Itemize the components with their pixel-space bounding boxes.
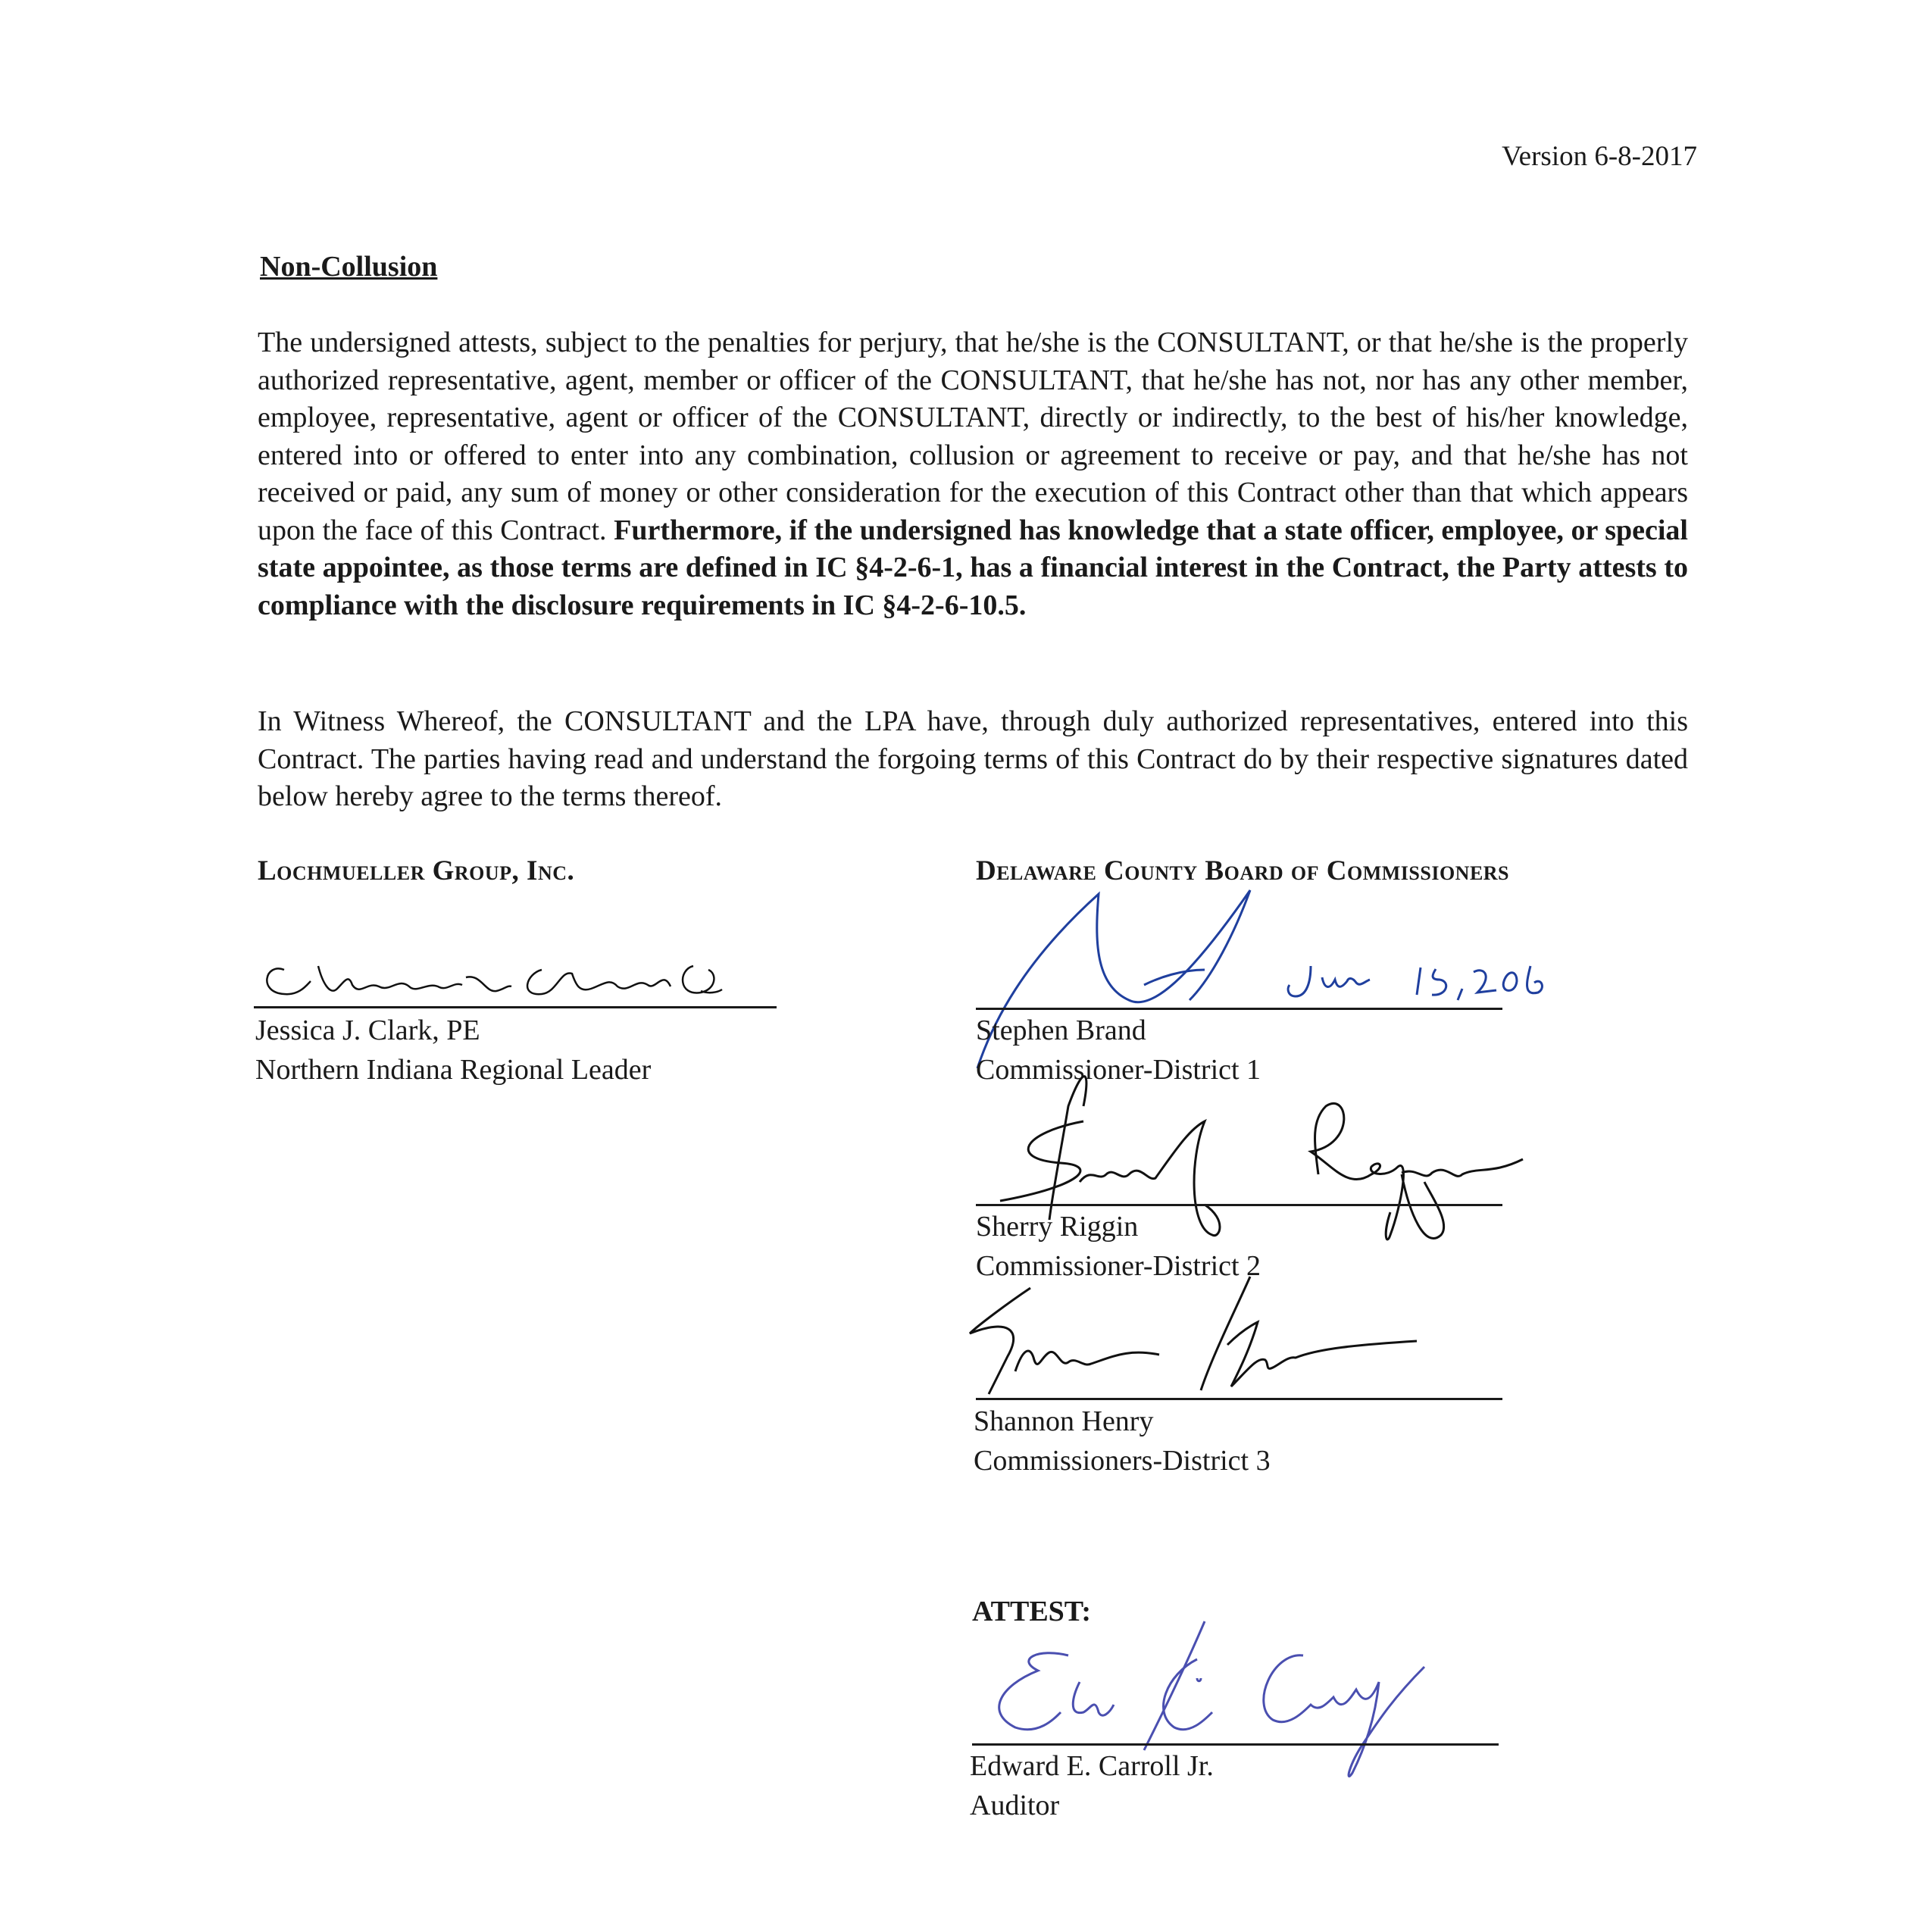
section-heading: Non-Collusion (260, 251, 438, 283)
paragraph-text: The undersigned attests, subject to the penalties for perjury, that he/she is the CONSULTANT, or that he/she is the properly authorized representative, agent, member or officer of the CONSULTANT, that he/she has not, nor has any other member, employee, representative, agent or officer of the CONSULTANT, directly or indirectly, to the best of his/her knowledge, entered into or offered to enter into any combination, collusion or agreement to receive or pay, and that he/she has not received or paid, any sum of money or other consideration for the execution of this Contract other than that which appears upon the face of this Contract. (258, 327, 1688, 546)
commissioner-3-name: Shannon Henry (974, 1405, 1154, 1437)
commissioner-3-title: Commissioners-District 3 (974, 1445, 1271, 1477)
consultant-signer-name: Jessica J. Clark, PE (255, 1014, 480, 1046)
auditor-name: Edward E. Carroll Jr. (970, 1750, 1214, 1782)
auditor-signature-line (972, 1743, 1499, 1746)
commissioner-1-title: Commissioner-District 1 (976, 1054, 1261, 1086)
lpa-party-name: Delaware County Board of Commissioners (976, 855, 1510, 886)
commissioner-2-signature-line (976, 1204, 1502, 1206)
non-collusion-paragraph (258, 324, 1688, 624)
paragraph-bold-text: Furthermore, if the undersigned has knowledge that a state officer, employee, or special state appointee, as those terms are defined in IC §4-2-6-1, has a financial interest in the Contract, the Party attests to compliance with the disclosure requirements in IC §4-2-6-10.5. (258, 514, 1688, 621)
commissioner-3-signature-line (976, 1398, 1502, 1400)
attest-label: ATTEST: (972, 1596, 1091, 1627)
witness-paragraph: In Witness Whereof, the CONSULTANT and the LPA have, through duly authorized representatives, entered into this Contract. The parties having read and understand the forgoing terms of this Contract do by their respective signatures dated below hereby agree to the terms thereof. (258, 705, 1688, 812)
commissioner-2-name: Sherry Riggin (976, 1211, 1139, 1243)
jessica-clark-signature (254, 939, 799, 1015)
auditor-title: Auditor (970, 1790, 1060, 1821)
commissioner-2-title: Commissioner-District 2 (976, 1250, 1261, 1282)
version-label: Version 6-8-2017 (1502, 141, 1697, 172)
consultant-signer-title: Northern Indiana Regional Leader (255, 1054, 652, 1086)
commissioner-1-signature-line (976, 1008, 1502, 1010)
shannon-henry-signature (962, 1273, 1462, 1402)
commissioner-1-name: Stephen Brand (976, 1014, 1146, 1046)
consultant-party-name: Lochmueller Group, Inc. (258, 855, 575, 886)
consultant-signature-line (254, 1006, 777, 1008)
handwritten-date (1280, 958, 1599, 1004)
